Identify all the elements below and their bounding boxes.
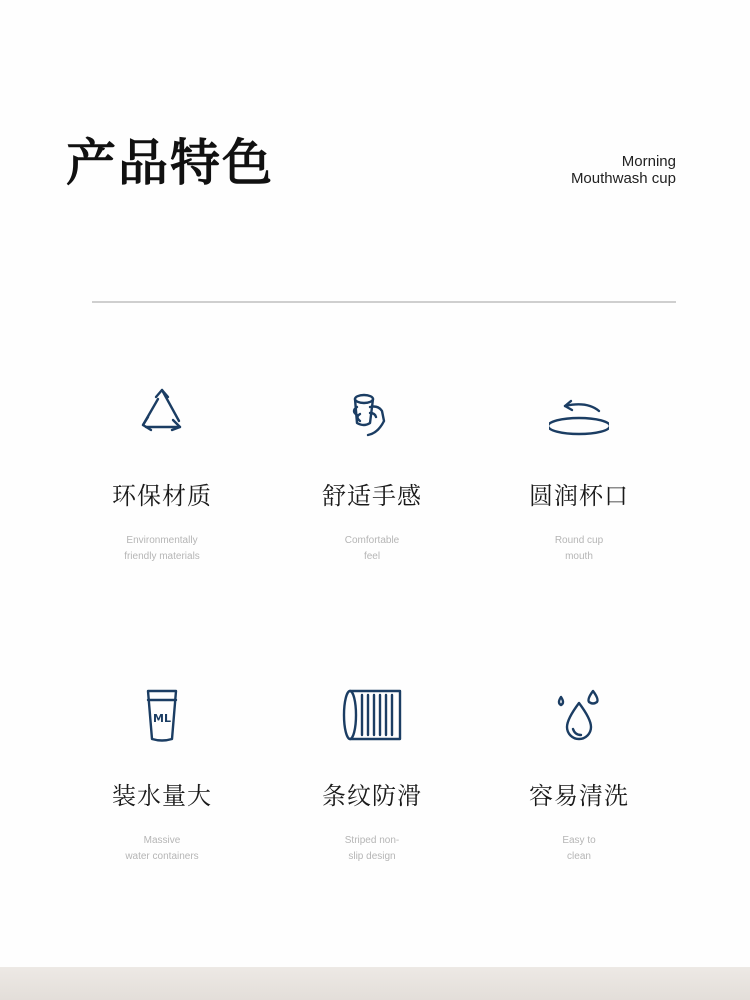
description-line-1: Round cup xyxy=(554,535,604,546)
feature-label: 环保材质 xyxy=(112,482,212,510)
description-line-1: Massive xyxy=(143,835,181,846)
product-subtitle xyxy=(571,153,676,187)
striped-grip-icon xyxy=(342,685,402,745)
description-line-1: Comfortable xyxy=(344,535,400,546)
feature-easy-clean xyxy=(479,685,679,865)
description-line-2: friendly materials xyxy=(124,551,200,562)
feature-label: 容易清洗 xyxy=(529,782,629,810)
feature-large-capacity xyxy=(62,685,262,865)
description-line-2: feel xyxy=(363,551,381,562)
footer-band xyxy=(0,967,750,1000)
feature-label: 圆润杯口 xyxy=(529,482,629,510)
subtitle-line-1: Morning xyxy=(621,153,676,170)
hand-holding-cup-icon xyxy=(342,385,402,445)
feature-description xyxy=(62,533,262,565)
ml-cup-icon xyxy=(132,685,192,745)
description-line-2: slip design xyxy=(348,851,396,862)
divider-line xyxy=(92,301,676,303)
feature-description xyxy=(479,533,679,565)
description-line-1: Environmentally xyxy=(126,535,198,546)
description-line-1: Striped non- xyxy=(344,835,400,846)
description-line-2: water containers xyxy=(125,851,199,862)
feature-description xyxy=(62,833,262,865)
description-line-2: clean xyxy=(567,851,591,862)
round-rim-icon xyxy=(549,385,609,445)
feature-label: 条纹防滑 xyxy=(322,782,422,810)
feature-description xyxy=(272,833,472,865)
feature-description xyxy=(479,833,679,865)
feature-label: 舒适手感 xyxy=(322,482,422,510)
feature-label: 装水量大 xyxy=(112,782,212,810)
ml-label: ML xyxy=(153,712,171,725)
page-title: 产品特色 xyxy=(66,134,274,192)
feature-description xyxy=(272,533,472,565)
feature-comfortable-feel xyxy=(272,385,472,565)
feature-eco-material xyxy=(62,385,262,565)
recycle-icon xyxy=(132,385,192,445)
water-drops-icon xyxy=(549,685,609,745)
description-line-2: mouth xyxy=(565,551,593,562)
subtitle-line-2: Mouthwash cup xyxy=(570,170,676,187)
feature-non-slip-stripes xyxy=(272,685,472,865)
description-line-1: Easy to xyxy=(562,835,596,846)
feature-round-rim xyxy=(479,385,679,565)
